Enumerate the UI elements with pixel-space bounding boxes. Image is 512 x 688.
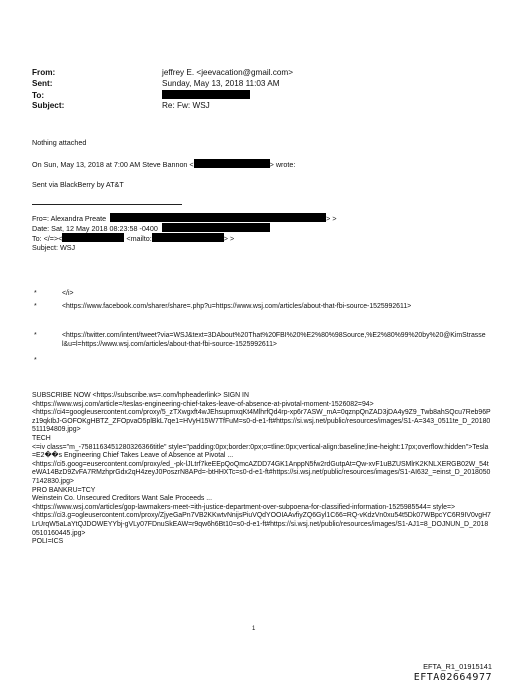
on-sun-pre: On Sun, May 13, 2018 at 7:00 AM Steve Bannon < bbox=[32, 160, 194, 169]
page-number: 1 bbox=[252, 626, 256, 632]
sent-value: Sunday, May 13, 2018 11:03 AM bbox=[162, 79, 280, 88]
sent-row bbox=[32, 79, 280, 89]
subject-row bbox=[32, 101, 210, 111]
fwd-to-line bbox=[32, 233, 234, 243]
from-value: jeffrey E. <jeevacation@gmail.com> bbox=[162, 68, 294, 77]
to-redaction bbox=[162, 90, 250, 99]
bullet-3-text: <https://twitter.com/intent/tweet?via=WSJ&text=3DAbout%20That%20FBI%20%E2%80%98Source,%E2%80%99%20by%20@KimStrassel&u=l=https://www.wsj.com/articles/about-that-fbi-source-1525992611> bbox=[62, 332, 486, 348]
bullet-2-text: <https://www.facebook.com/sharer/share=.php?u=https://www.wsj.com/articles/about-that-fbi-source-1525992611> bbox=[62, 303, 412, 310]
fwd-from-post: > > bbox=[326, 214, 337, 223]
subject-value: Re: Fw: WSJ bbox=[162, 101, 210, 110]
fwd-date-line bbox=[32, 223, 270, 233]
fwd-to-mid: <mailto: bbox=[126, 234, 152, 243]
fwd-date-text: Date: Sat, 12 May 2018 08:23:58 -0400 bbox=[32, 224, 158, 233]
fwd-from-line bbox=[32, 213, 337, 223]
to-redaction-2 bbox=[152, 233, 224, 242]
bullet-3: * bbox=[34, 332, 37, 339]
bullet-4: * bbox=[34, 357, 37, 364]
sent-label: Sent: bbox=[32, 79, 53, 88]
fwd-to-pre: To: </=>< bbox=[32, 234, 63, 243]
fwd-subject-line: Subject: WSJ bbox=[32, 243, 76, 252]
on-sun-line bbox=[32, 159, 295, 169]
from-label: From: bbox=[32, 68, 56, 77]
bullet-1: * bbox=[34, 290, 37, 297]
fwd-to-post: > > bbox=[223, 234, 235, 243]
fwd-from-pre: Fro=: Alexandra Preate bbox=[32, 214, 107, 223]
to-label: To: bbox=[32, 91, 45, 100]
bullet-1-text: </i> bbox=[62, 290, 74, 297]
separator-line bbox=[32, 204, 182, 205]
subject-label: Subject: bbox=[32, 101, 65, 110]
bullet-2: * bbox=[34, 303, 37, 310]
date-redaction bbox=[162, 223, 270, 232]
efta-large-id: EFTA02664977 bbox=[413, 672, 492, 683]
on-sun-post: > wrote: bbox=[269, 160, 296, 169]
from-row bbox=[32, 68, 293, 78]
sent-via-line: Sent via BlackBerry by AT&T bbox=[32, 180, 124, 189]
article-text: SUBSCRIBE NOW <https://subscribe.ws=.com/hpheaderlink> SIGN IN <https://www.wsj.com/article=/teslas-engineering-chief-takes-leave-of-absence-at-pivotal-moment-1526082=94> <https://ci4=googleusercontent.com/proxy/5_zTXwgxft4wJEhsupmxqKt4MlhrfQd4rp-xp6r7ASW_mA=0qznpQnZAD3jDA4y9Z9_Twb8ahSQcu7Reb96Pz19qkIbJ-GOFOKgHBTZ_ZFOpvaO5plBkL7qe1=HVyH15W7TfFuM=s0-d-e1-ft#https://si.wsj.net/public/resources/images/S1-A=343_0511te_D_20180511194809.jpg> TECH <=iv class="m_-7581163451280326366title" style="padding:0px;border:0px;o=tline:0px;vertical-align:baseline;line-height:17px;overflow:hidden">Tesla=E2��s Engineering Chief Takes Leave of Absence at Pivotal ... <https://ci5.goog=eusercontent.com/proxy/ed_-pk-lJLtrf7keEEpQoQmcAZDD74GK1AnppN5fw2rdGutpAt=Qw-xvF1uBZUSMlrK2KNLXERGB02W_54teWA14BzD9ZvFA7RMzhprGdx2qH4zeyJ0PoszrN8APd=-btHHXTc=s0-d-e1-ft#https://si.wsj.net/public/resources/images/S1-AI632_=einst_D_20180507142830.jpg> PRO BANKRU=TCY Weinstein Co. Unsecured Creditors Want Sale Proceeds ... <https://www.wsj.com/articles/gop-lawmakers-meet-=ith-justice-department-over-subpoena-for-classified-information-1525985544= style=> <https://ci3.g=ogleusercontent.com/proxy/ZjyeGaPn7VB2KKwtvNnijsPiuVQdYOOIAAvfiyZQ6Gyl1C66=RQ-vKdzVn0xu54t5Dk07WBpcYC6R9IV0vgH7LrUrqW5aLaYtQJDOWEYYbj-gVLy07FDnuSkEAW=r9qw6h6Bt10=s0-d-e1-ft#https://si.wsj.net/public/resources/images/S1-AJ1=8_DOJNUN_D_20180510160445.jpg> POLI=ICS bbox=[32, 392, 491, 546]
to-row bbox=[32, 90, 250, 101]
nothing-attached: Nothing attached bbox=[32, 138, 87, 147]
bannon-email-redaction bbox=[194, 159, 270, 168]
efta-small-id: EFTA_R1_01915141 bbox=[423, 662, 492, 671]
preate-email-redaction bbox=[110, 213, 326, 222]
to-redaction-1 bbox=[62, 233, 124, 242]
